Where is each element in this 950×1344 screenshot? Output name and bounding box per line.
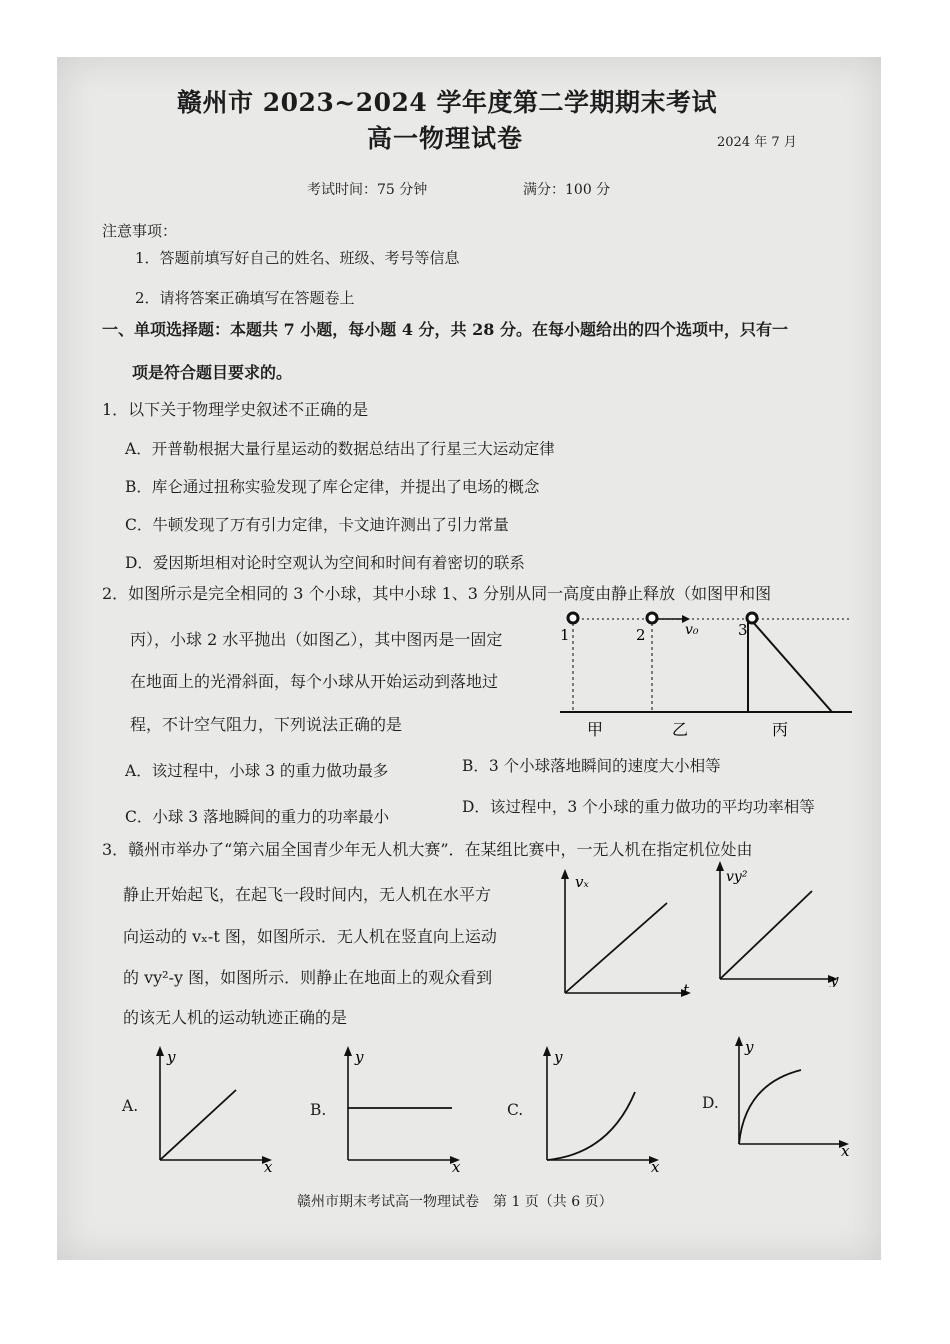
question-2-stem-line: 在地面上的光滑斜面，每个小球从开始运动到落地过 <box>130 672 499 691</box>
q1-option-d: D．爱因斯坦相对论时空观认为空间和时间有着密切的联系 <box>125 554 525 572</box>
choice-d-y-label: y <box>745 1038 754 1056</box>
exam-paper <box>57 57 881 1260</box>
q2-option-a: A．该过程中，小球 3 的重力做功最多 <box>125 762 389 780</box>
page-footer: 赣州市期末考试高一物理试卷 第 1 页（共 6 页） <box>297 1194 613 1210</box>
notice-heading: 注意事项： <box>102 222 178 240</box>
q3-choice-a-letter: A. <box>122 1097 139 1115</box>
q2-figure <box>552 609 857 744</box>
panel-label-bing: 丙 <box>772 720 789 739</box>
question-1-stem: 1．以下关于物理学史叙述不正确的是 <box>102 400 369 419</box>
q3-choice-d-letter: D. <box>702 1094 719 1112</box>
exam-date: 2024 年 7 月 <box>717 135 797 150</box>
ball-2 <box>647 613 657 623</box>
question-3-stem-line: 静止开始起飞，在起飞一段时间内，无人机在水平方 <box>123 885 492 904</box>
q3-choice-b-graph <box>340 1042 470 1172</box>
panel-label-jia: 甲 <box>587 720 604 739</box>
question-2-stem: 2．如图所示是完全相同的 3 个小球，其中小球 1、3 分别从同一高度由静止释放（如图甲和图 <box>102 584 772 603</box>
y-axis-label: y <box>830 971 839 987</box>
vy2-axis-label: vy² <box>726 869 748 885</box>
choice-b-x-label: x <box>452 1158 461 1172</box>
question-3-stem: 3．赣州市举办了“第六届全国青少年无人机大赛”．在某组比赛中，一无人机在指定机位处由 <box>102 840 753 859</box>
exam-title: 赣州市 2023~2024 学年度第二学期期末考试 <box>177 88 718 117</box>
ball-1 <box>568 613 578 623</box>
q1-option-a: A．开普勒根据大量行星运动的数据总结出了行星三大运动定律 <box>125 440 555 458</box>
notice-item: 1．答题前填写好自己的姓名、班级、考号等信息 <box>135 249 460 267</box>
choice-a-y-label: y <box>167 1048 176 1066</box>
q3-choice-c-letter: C. <box>507 1101 524 1119</box>
vx-axis-label: vₓ <box>575 873 589 891</box>
q2-option-d: D．该过程中，3 个小球的重力做功的平均功率相等 <box>462 798 815 816</box>
q3-choice-d-graph <box>731 1032 861 1162</box>
question-2-stem-line: 丙），小球 2 水平抛出（如图乙），其中图丙是一固定 <box>130 630 503 649</box>
ball-1-label: 1 <box>560 626 570 644</box>
section-heading: 一、单项选择题：本题共 7 小题，每小题 4 分，共 28 分。在每小题给出的四个选项中，只有一 <box>102 320 788 339</box>
q3-choice-c-graph <box>539 1042 669 1172</box>
vx-t-graph <box>555 865 705 1000</box>
question-2-stem-line: 程，不计空气阻力，下列说法正确的是 <box>130 715 403 734</box>
choice-a-x-label: x <box>264 1158 273 1172</box>
q1-option-c: C．牛顿发现了万有引力定律，卡文迪许测出了引力常量 <box>125 516 509 534</box>
t-axis-label: t <box>683 981 690 999</box>
q3-choice-b-letter: B. <box>310 1101 327 1119</box>
q3-choice-a-graph <box>152 1042 282 1172</box>
exam-subtitle: 高一物理试卷 <box>367 124 524 153</box>
ball-3 <box>747 613 757 623</box>
q2-option-c: C．小球 3 落地瞬间的重力的功率最小 <box>125 808 390 826</box>
choice-b-y-label: y <box>355 1048 364 1066</box>
choice-d-x-label: x <box>841 1142 850 1160</box>
choice-c-y-label: y <box>554 1048 563 1066</box>
choice-c-x-label: x <box>651 1158 660 1172</box>
ball-2-label: 2 <box>636 626 646 644</box>
q2-option-b: B．3 个小球落地瞬间的速度大小相等 <box>462 757 721 775</box>
exam-time: 考试时间：75 分钟 <box>307 182 428 198</box>
full-score: 满分：100 分 <box>523 182 611 198</box>
section-heading-cont: 项是符合题目要求的。 <box>132 363 293 382</box>
ball-3-label: 3 <box>738 621 748 639</box>
q1-option-b: B．库仑通过扭称实验发现了库仑定律，并提出了电场的概念 <box>125 478 540 496</box>
velocity-label: v₀ <box>685 622 699 638</box>
question-3-stem-line: 的 vy²-y 图，如图所示．则静止在地面上的观众看到 <box>123 968 493 987</box>
notice-item: 2．请将答案正确填写在答题卷上 <box>135 289 355 307</box>
question-3-stem-line: 向运动的 vₓ-t 图，如图所示．无人机在竖直向上运动 <box>123 927 497 946</box>
question-3-stem-line: 的该无人机的运动轨迹正确的是 <box>123 1008 348 1027</box>
vy2-y-graph <box>712 857 852 987</box>
panel-label-yi: 乙 <box>672 720 689 739</box>
